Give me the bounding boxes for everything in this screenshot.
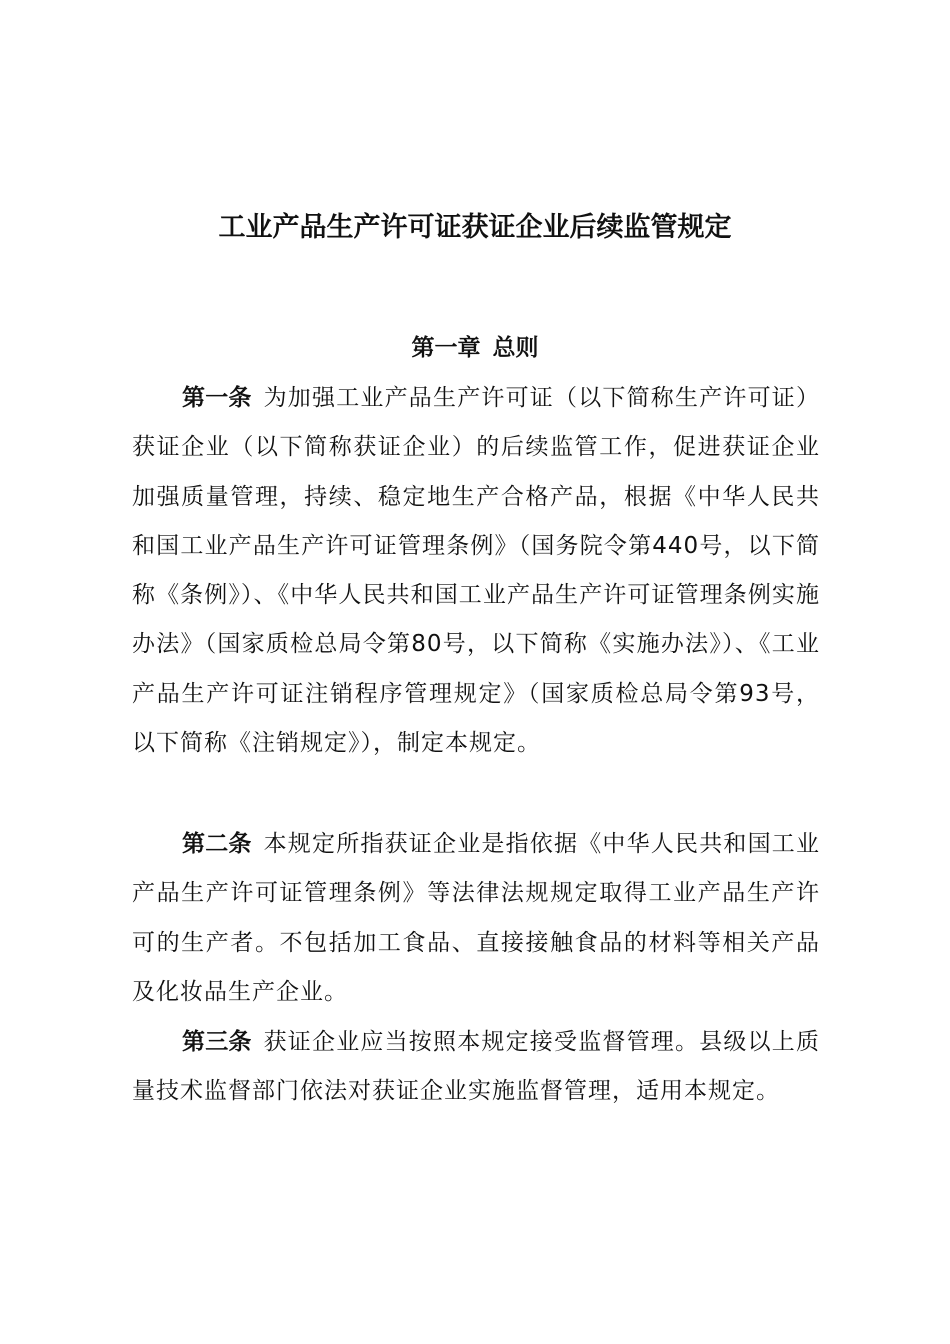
article-3-label: 第三条	[182, 1029, 252, 1055]
document-title: 工业产品生产许可证获证企业后续监管规定	[218, 212, 732, 243]
article-2-text: 本规定所指获证企业是指依据《中华人民共和国工业产品生产许可证管理条例》等法律法规规定取得工业产品生产许可的生产者。不包括加工食品、直接接触食品的材料等相关产品及化妆品生产企业。	[132, 831, 821, 1005]
article-1-text: 为加强工业产品生产许可证（以下简称生产许可证）获证企业（以下简称获证企业）的后续监管工作，促进获证企业加强质量管理，持续、稳定地生产合格产品，根据《中华人民共和国工业产品生产许可证管理条例》（国务院令第440号，以下简称《条例》）、《中华人民共和国工业产品生产许可证管理条例实施办法》（国家质检总局令第80号，以下简称《实施办法》）、《工业产品生产许可证注销程序管理规定》（国家质检总局令第93号，以下简称《注销规定》），制定本规定。	[132, 385, 821, 757]
article-1	[132, 374, 820, 768]
article-2-label: 第二条	[182, 831, 252, 857]
chapter-number: 第一章	[411, 335, 481, 361]
article-3-text: 获证企业应当按照本规定接受监督管理。县级以上质量技术监督部门依法对获证企业实施监督管理，适用本规定。	[132, 1029, 821, 1105]
chapter-name: 总则	[492, 335, 539, 361]
article-2	[132, 820, 820, 1017]
article-3	[132, 1018, 820, 1117]
chapter-heading	[0, 330, 950, 366]
article-1-label: 第一条	[182, 385, 252, 411]
